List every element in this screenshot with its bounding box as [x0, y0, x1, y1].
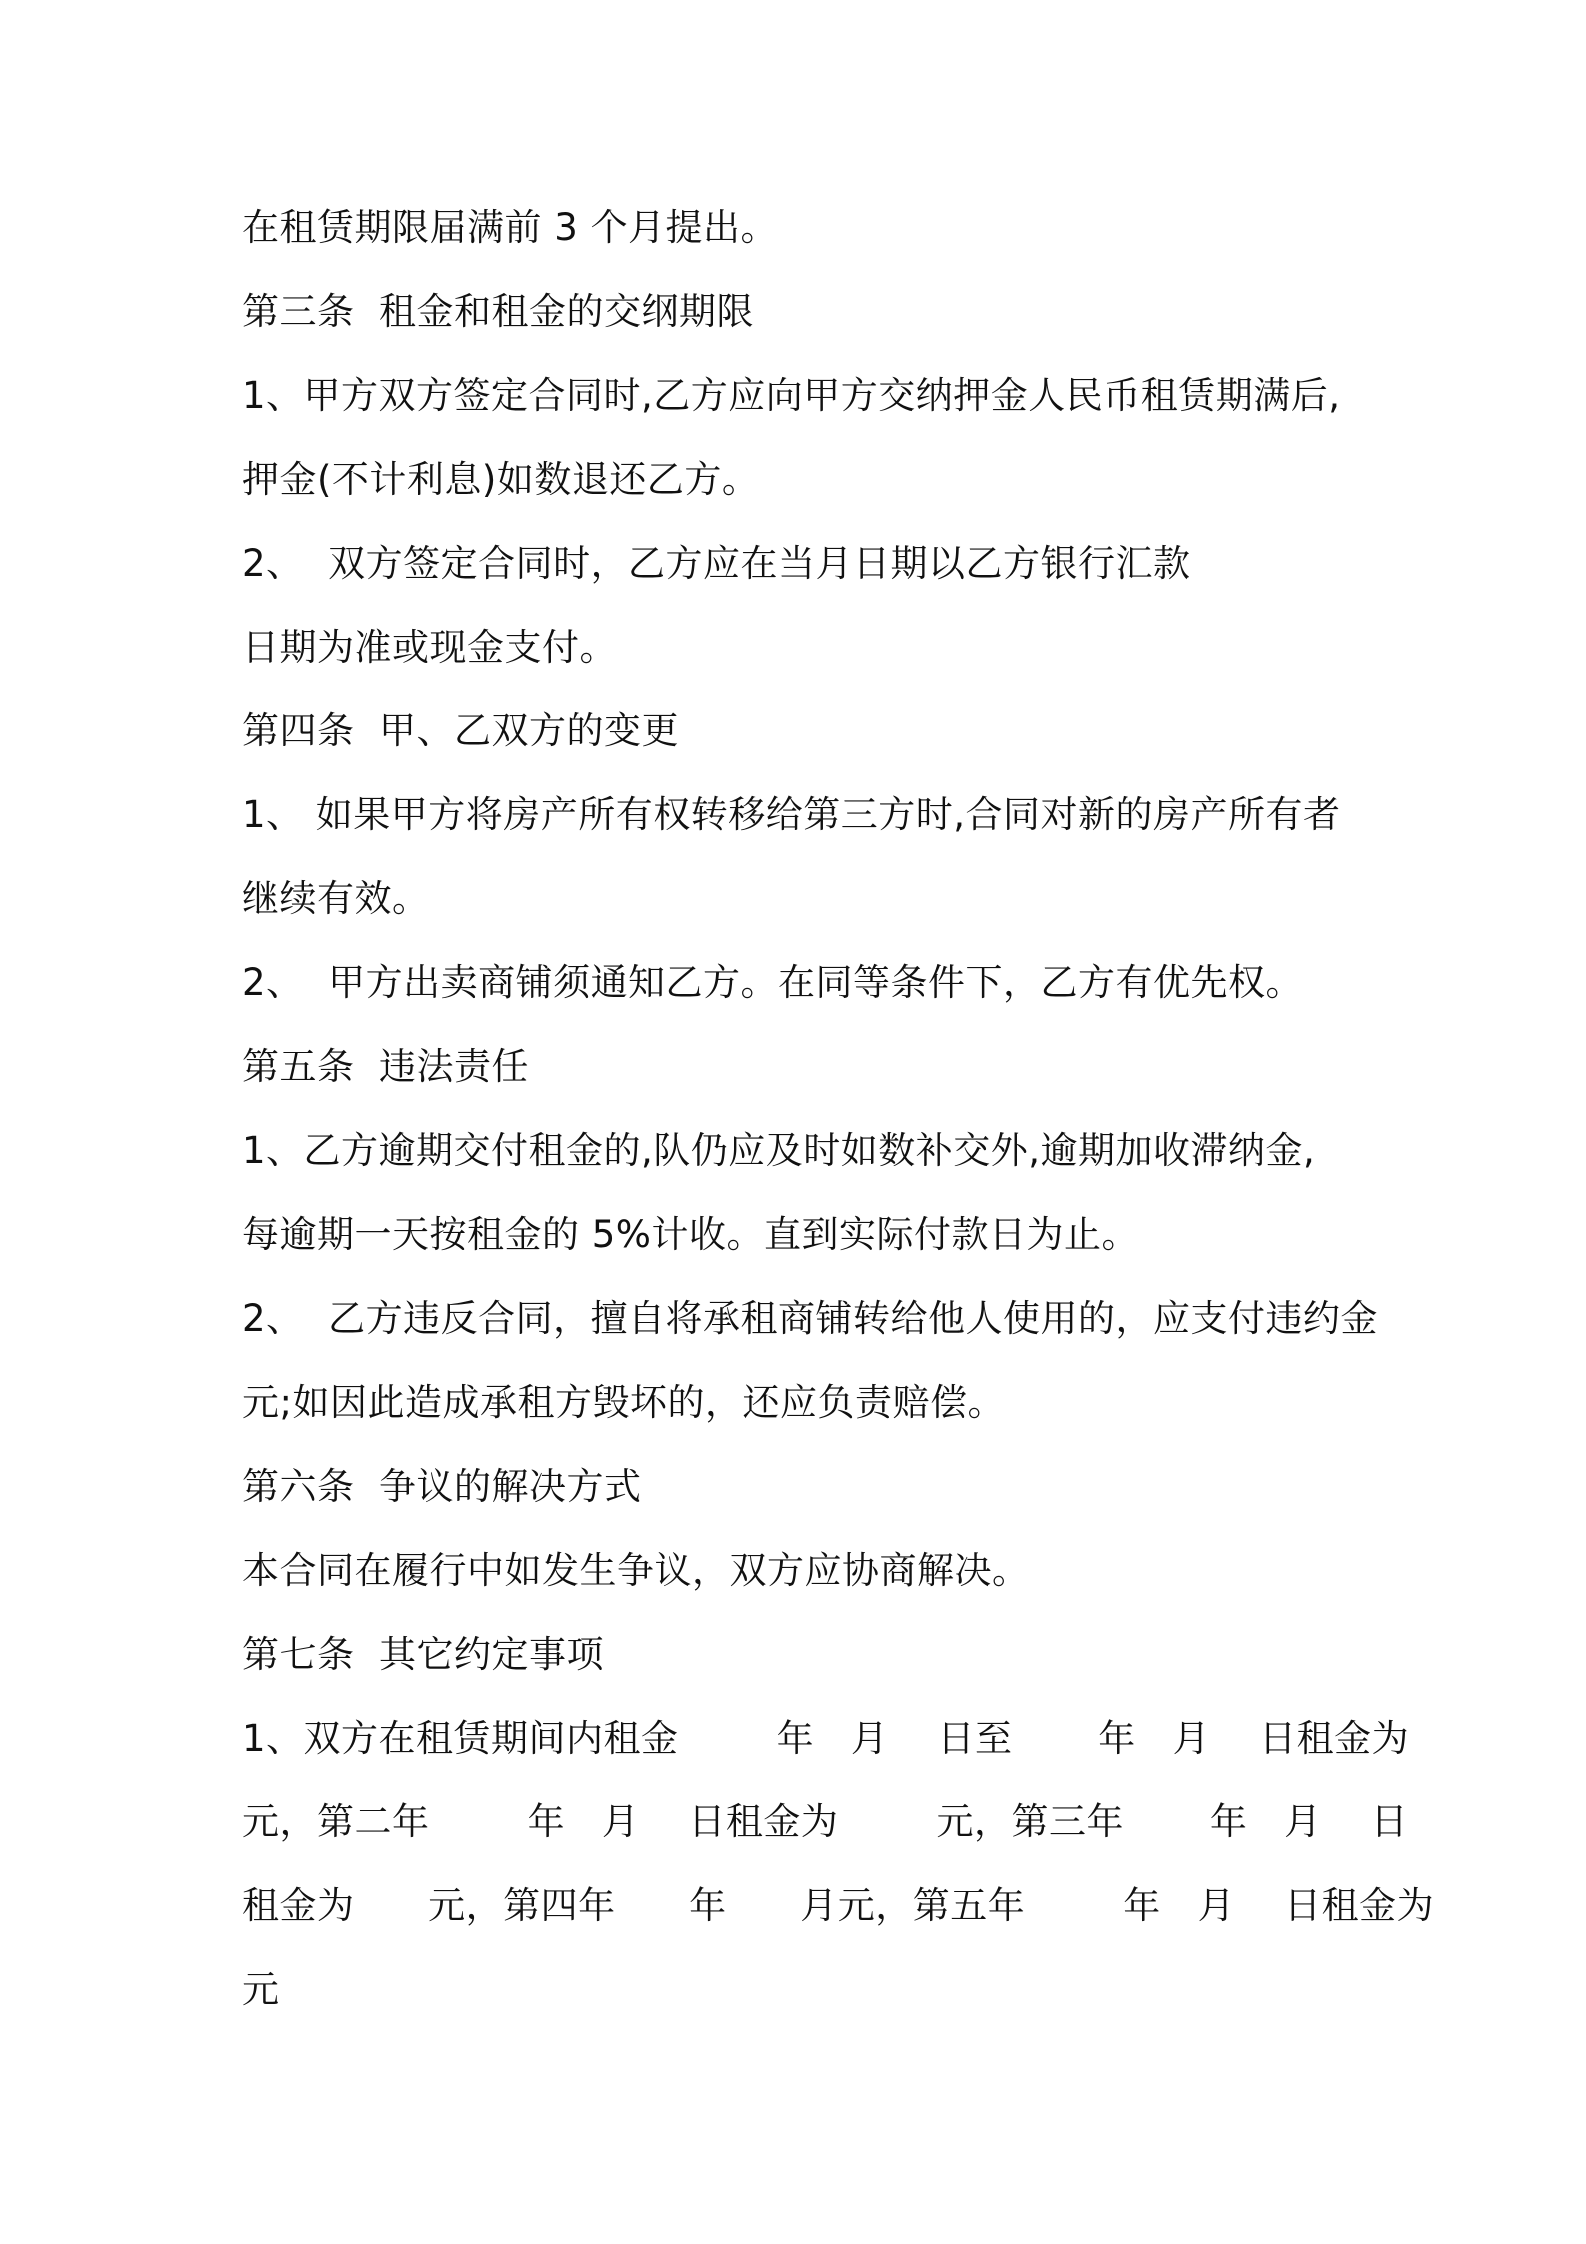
text-line: 每逾期一天按租金的 5%计收。直到实际付款日为止。 — [242, 1213, 1139, 1256]
article-4-heading: 第四条 甲、乙双方的变更 — [242, 709, 680, 752]
text-line: 押金(不计利息)如数退还乙方。 — [242, 458, 760, 501]
text-line: 元;如因此造成承租方毁坏的，还应负责赔偿。 — [242, 1381, 1005, 1424]
text-line: 在租赁期限届满前 3 个月提出。 — [242, 206, 779, 249]
text-line: 本合同在履行中如发生争议，双方应协商解决。 — [242, 1549, 1030, 1592]
text-line: 元，第二年 年 月 日租金为 元，第三年 年 月 日 — [242, 1800, 1409, 1843]
text-line: 2、 乙方违反合同，擅自将承租商铺转给他人使用的，应支付违约金 — [242, 1297, 1379, 1340]
article-7-heading: 第七条 其它约定事项 — [242, 1633, 605, 1676]
text-line: 2、 甲方出卖商铺须通知乙方。在同等条件下，乙方有优先权。 — [242, 961, 1304, 1004]
article-5-heading: 第五条 违法责任 — [242, 1045, 530, 1088]
text-line: 日期为准或现金支付。 — [242, 626, 617, 669]
text-line: 2、 双方签定合同时，乙方应在当月日期以乙方银行汇款 — [242, 542, 1191, 585]
text-line: 元 — [242, 1968, 280, 2011]
text-line: 继续有效。 — [242, 877, 430, 920]
article-3-heading: 第三条 租金和租金的交纲期限 — [242, 290, 755, 333]
text-line: 1、甲方双方签定合同时,乙方应向甲方交纳押金人民币租赁期满后, — [242, 374, 1341, 417]
text-line: 1、乙方逾期交付租金的,队仍应及时如数补交外,逾期加收滞纳金, — [242, 1129, 1316, 1172]
text-line: 租金为 元，第四年 年 月元，第五年 年 月 日租金为 — [242, 1884, 1435, 1927]
article-6-heading: 第六条 争议的解决方式 — [242, 1465, 642, 1508]
text-line: 1、双方在租赁期间内租金 年 月 日至 年 月 日租金为 — [242, 1717, 1410, 1760]
text-line: 1、 如果甲方将房产所有权转移给第三方时,合同对新的房产所有者 — [242, 793, 1341, 836]
